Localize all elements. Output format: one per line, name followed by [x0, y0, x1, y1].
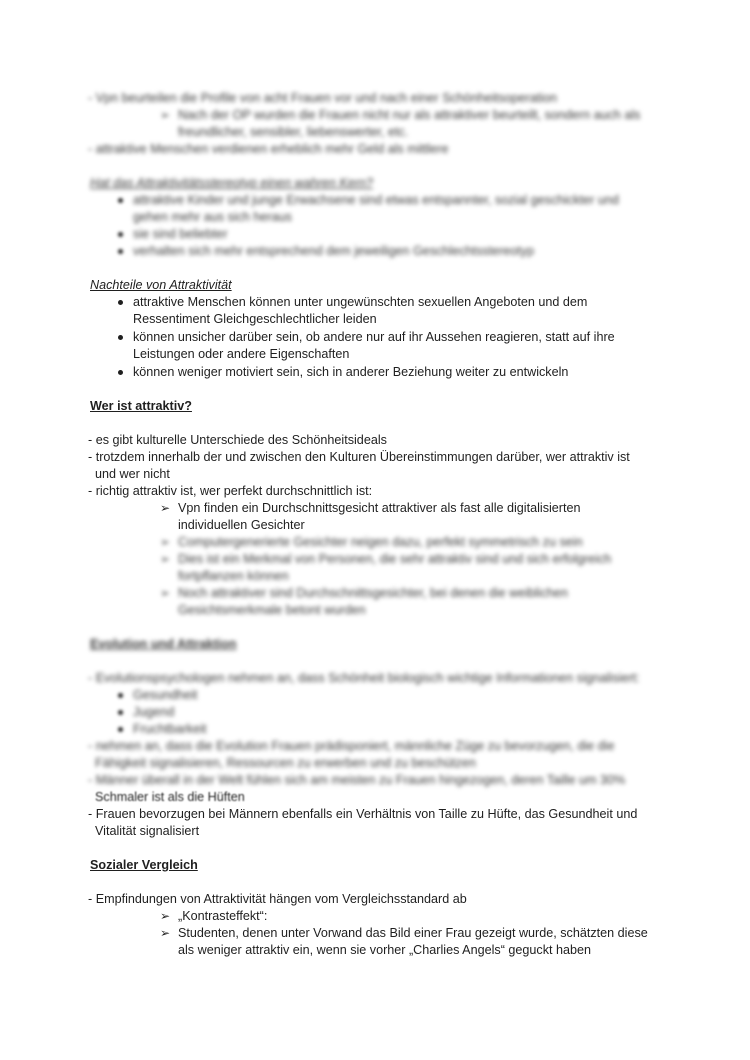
text-line: - richtig attraktiv ist, wer perfekt durchschnittlich ist:	[88, 484, 373, 498]
text-line: - es gibt kulturelle Unterschiede des Schönheitsideals	[88, 433, 387, 447]
text-line: Fähigkeit signalisieren, Ressourcen zu erwerben und zu beschützen	[95, 756, 476, 770]
text-line: Nach der OP wurden die Frauen nicht nur als attraktiver beurteilt, sondern auch als	[178, 108, 641, 122]
text-line: - Männer überall in der Welt fühlen sich am meisten zu Frauen hingezogen, deren Taille um 30%	[88, 773, 626, 787]
text-line: Gesundheit	[133, 688, 198, 702]
text-line: - attraktive Menschen verdienen erheblich mehr Geld als mittlere	[88, 142, 449, 156]
text-line: - Frauen bevorzugen bei Männern ebenfalls ein Verhältnis von Taille zu Hüfte, das Gesundheit und	[88, 807, 638, 821]
bullet-icon	[118, 335, 123, 340]
bullet-icon	[118, 300, 123, 305]
text-line: individuellen Gesichter	[178, 518, 305, 532]
bullet-icon	[118, 727, 123, 732]
text-line: - trotzdem innerhalb der und zwischen den Kulturen Übereinstimmungen darüber, wer attraktiv ist	[88, 450, 630, 464]
text-line: Ressentiment Gleichgeschlechtlicher leiden	[133, 312, 377, 326]
text-line: Vitalität signalisiert	[95, 824, 200, 838]
bullet-icon	[118, 249, 123, 254]
text-line: Studenten, denen unter Vorwand das Bild einer Frau gezeigt wurde, schätzten diese	[178, 926, 648, 940]
text-line: Leistungen oder andere Eigenschaften	[133, 347, 350, 361]
arrow-bullet-icon: ➢	[160, 909, 171, 923]
bullet-icon	[118, 693, 123, 698]
text-line: - Empfindungen von Attraktivität hängen vom Vergleichsstandard ab	[88, 892, 467, 906]
text-line: freundlicher, sensibler, liebenswerter, etc.	[178, 125, 409, 139]
arrow-bullet-icon: ➢	[160, 501, 171, 515]
text-line: Dies ist ein Merkmal von Personen, die sehr attraktiv sind und sich erfolgreich	[178, 552, 612, 566]
text-line: sie sind beliebter	[133, 227, 228, 241]
text-line: - Evolutionspsychologen nehmen an, dass Schönheit biologisch wichtige Informationen signalisiert:	[88, 671, 640, 685]
text-line: als weniger attraktiv ein, wenn sie vorher „Charlies Angels“ geguckt haben	[178, 943, 592, 957]
text-line: - Vpn beurteilen die Profile von acht Frauen vor und nach einer Schönheitsoperation	[88, 91, 558, 105]
text-line: Fruchtbarkeit	[133, 722, 207, 736]
arrow-bullet-icon: ➢	[160, 926, 171, 940]
section-heading: Sozialer Vergleich	[90, 858, 198, 872]
arrow-bullet-icon: ➢	[160, 552, 171, 566]
bullet-icon	[118, 232, 123, 237]
arrow-bullet-icon: ➢	[160, 108, 171, 122]
section-heading: Hat das Attraktivitätsstereotyp einen wahren Kern?	[90, 176, 374, 190]
text-line: verhalten sich mehr entsprechend dem jeweiligen Geschlechtsstereotyp	[133, 244, 535, 258]
text-line: können unsicher darüber sein, ob andere nur auf ihr Aussehen reagieren, statt auf ihre	[133, 330, 615, 344]
text-line: Gesichtsmerkmale betont wurden	[178, 603, 366, 617]
text-line: gehen mehr aus sich heraus	[133, 210, 292, 224]
text-line: „Kontrasteffekt“:	[178, 909, 268, 923]
section-heading: Evolution und Attraktion	[90, 637, 237, 651]
text-line: attraktive Kinder und junge Erwachsene sind etwas entspannter, sozial geschickter und	[133, 193, 619, 207]
arrow-bullet-icon: ➢	[160, 535, 171, 549]
section-heading: Wer ist attraktiv?	[90, 399, 192, 413]
text-line: Noch attraktiver sind Durchschnittsgesichter, bei denen die weiblichen	[178, 586, 568, 600]
text-line: Vpn finden ein Durchschnittsgesicht attraktiver als fast alle digitalisierten	[178, 501, 581, 515]
bullet-icon	[118, 370, 123, 375]
section-heading: Nachteile von Attraktivität	[90, 278, 232, 292]
bullet-icon	[118, 198, 123, 203]
text-line: - nehmen an, dass die Evolution Frauen prädisponiert, männliche Züge zu bevorzugen, die die	[88, 739, 615, 753]
text-line: Jugend	[133, 705, 175, 719]
text-line: Schmaler ist als die Hüften	[95, 790, 245, 804]
bullet-icon	[118, 710, 123, 715]
text-line: fortpflanzen können	[178, 569, 289, 583]
arrow-bullet-icon: ➢	[160, 586, 171, 600]
text-line: können weniger motiviert sein, sich in anderer Beziehung weiter zu entwickeln	[133, 365, 569, 379]
text-line: Computergenerierte Gesichter neigen dazu, perfekt symmetrisch zu sein	[178, 535, 583, 549]
text-line: attraktive Menschen können unter ungewünschten sexuellen Angeboten und dem	[133, 295, 588, 309]
text-line: und wer nicht	[95, 467, 170, 481]
